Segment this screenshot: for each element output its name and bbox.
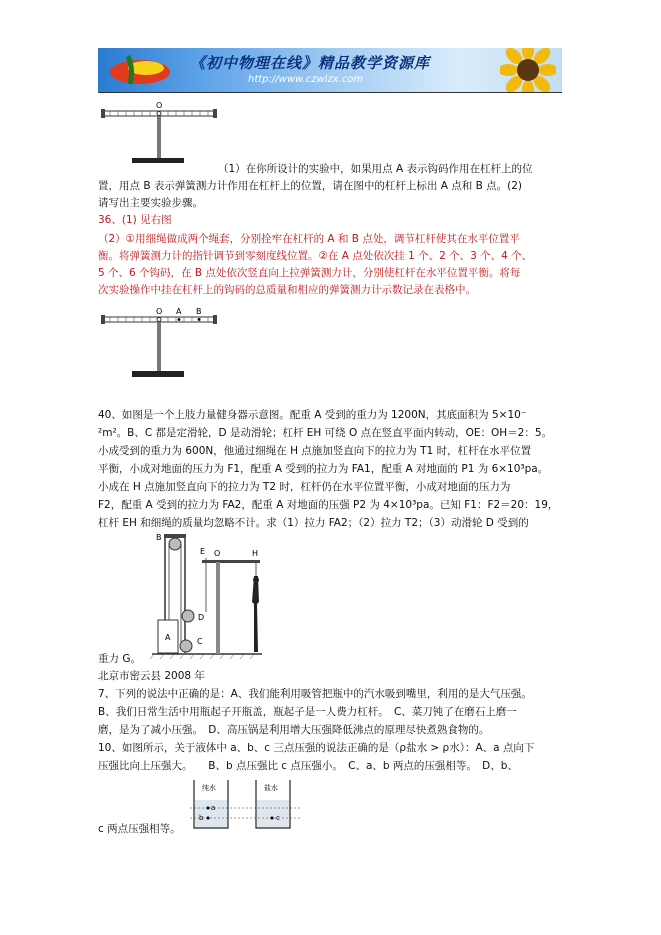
- header-banner: [98, 48, 562, 93]
- q36-heading: 36、(1) 见右图: [98, 214, 172, 226]
- q40-line-2: ²m²。B、C 都是定滑轮，D 是动滑轮；杠杆 EH 可绕 O 点在竖直平面内转动，OE：OH＝2：5。: [98, 427, 553, 439]
- q35-line-3: 请写出主要实验步骤。: [98, 197, 203, 209]
- q10-line-1: 10、如图所示，关于液体中 a、b、c 三点压强的说法正确的是（ρ盐水 > ρ水）：A、a 点向下: [98, 742, 535, 754]
- q40-line-5: 小成在 H 点施加竖直向下的拉力为 T2 时，杠杆仍在水平位置平衡，小成对地面的压力为: [98, 481, 511, 493]
- q40-line-7: 杠杆 EH 和细绳的质量均忽略不计。求（1）拉力 FA2；（2）拉力 T2；（3）动滑轮 D 受到的: [98, 517, 529, 529]
- pulley-c-label: C: [197, 637, 203, 646]
- q7-line-3: 磨，是为了减小压强。 D、高压锅是利用增大压强降低沸点的原理尽快煮熟食物的。: [98, 724, 490, 736]
- header-title: 《初中物理在线》精品教学资源库: [190, 54, 431, 72]
- lever-e-label: E: [200, 547, 206, 556]
- q10-tail: c 两点压强相等。: [98, 823, 181, 835]
- q7-line-2: B、我们日常生活中用瓶起子开瓶盖，瓶起子是一人费力杠杆。 C、菜刀钝了在磨石上磨一: [98, 706, 517, 718]
- pivot-o-label-2: O: [156, 307, 163, 316]
- point-c-beaker: c: [276, 814, 280, 822]
- q40-line-4: 平衡，小成对地面的压力为 F1，配重 A 受到的拉力为 FA1，配重 A 对地面的 P1 为 6×10³pa。: [98, 463, 549, 475]
- q36-answer-line-4: 次实验操作中挂在杠杆上的钩码的总质量和相应的弹簧测力计示数记录在表格中。: [98, 284, 476, 296]
- q10-line-2: 压强比向上压强大。 B、b 点压强比 c 点压强小。 C、a、b 两点的压强相等。 D、b、: [98, 760, 518, 772]
- fitness-machine-figure: [150, 532, 265, 660]
- q35-line-2: 置，用点 B 表示弹簧测力计作用在杠杆上的位置，请在图中的杠杆上标出 A 点和 B 点。(2): [98, 180, 522, 192]
- pure-water-label: 纯水: [202, 784, 216, 792]
- point-a-beaker: a: [211, 804, 216, 812]
- q40-tail: 重力 G。: [98, 653, 141, 665]
- lever-figure-2: [100, 305, 220, 380]
- q40-line-1: 40、如图是一个上肢力量健身器示意图。配重 A 受到的重力为 1200N，其底面积为 5×10⁻: [98, 409, 527, 421]
- salt-water-label: 盐水: [264, 784, 278, 792]
- q35-line-1: （1）在你所设计的实验中，如果用点 A 表示钩码作用在杠杆上的位: [218, 163, 533, 175]
- q36-answer-line-3: 5 个、6 个钩码，在 B 点处依次竖直向上拉弹簧测力计，分别使杠杆在水平位置平衡。将每: [98, 267, 521, 279]
- point-b-beaker: b: [199, 814, 204, 822]
- sunflower-icon: [500, 48, 556, 93]
- source-label: 北京市密云县 2008 年: [98, 670, 205, 682]
- q7-line-1: 7、下列的说法中正确的是：A、我们能利用吸管把瓶中的汽水吸到嘴里，利用的是大气压强。: [98, 688, 532, 700]
- q36-answer-line-2: 衡。将弹簧测力计的指针调节到零刻度线位置。②在 A 点处依次挂 1 个、2 个、3 个、4 个、: [98, 250, 533, 262]
- point-a-label: A: [176, 307, 182, 316]
- q40-line-3: 小成受到的重力为 600N，他通过细绳在 H 点施加竖直向下的拉力为 T1 时，杠杆在水平位置: [98, 445, 532, 457]
- pulley-d-label: D: [198, 613, 205, 622]
- q36-answer-line-1: （2）①用细绳做成两个绳套，分别拴牢在杠杆的 A 和 B 点处，调节杠杆使其在水平位置平: [98, 233, 520, 245]
- pulley-b-label: B: [156, 533, 162, 542]
- point-b-label: B: [196, 307, 202, 316]
- pivot-o-label: O: [156, 101, 163, 110]
- site-logo-icon: [106, 50, 176, 90]
- weight-a-label: A: [165, 633, 171, 642]
- q40-line-6: F2，配重 A 受到的拉力为 FA2，配重 A 对地面的压强 P2 为 4×10³pa。已知 F1：F2＝20：19，: [98, 499, 559, 511]
- pivot-o-label-3: O: [214, 549, 221, 558]
- header-url: http://www.czwlzx.com: [248, 74, 364, 85]
- lever-h-label: H: [252, 549, 259, 558]
